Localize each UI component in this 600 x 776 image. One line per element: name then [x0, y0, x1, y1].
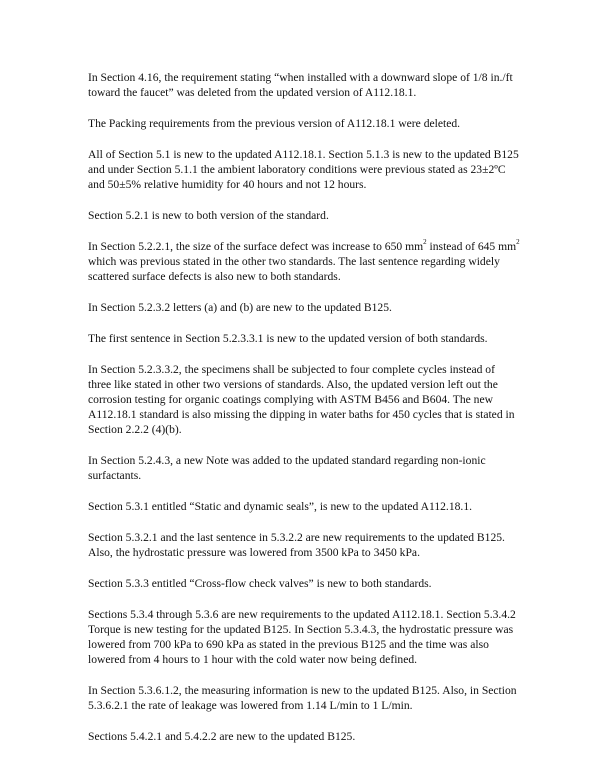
paragraph-section-5-2-4-3: In Section 5.2.4.3, a new Note was added to the updated standard regarding non-ionic surfactants.: [88, 454, 486, 483]
paragraph-section-5-3-6-1-2: In Section 5.3.6.1.2, the measuring information is new to the updated B125. Also, in Section 5.3.6.2.1 the rate of leakage was lowered from 1.14 L/min to 1 L/min.: [88, 684, 517, 713]
paragraph-section-5-3-1: Section 5.3.1 entitled “Static and dynamic seals”, is new to the updated A112.18.1.: [88, 500, 473, 514]
paragraph-section-5-2-3-3-2: In Section 5.2.3.3.2, the specimens shall be subjected to four complete cycles instead of three like stated in other two versions of standards. Also, the updated version left out the corrosion testing for organic coatings complying with ASTM B456 and B604. The new A112.18.1 standard is also missing the dipping in water baths for 450 cycles that is stated in Section 2.2.2 (4)(b).: [88, 362, 515, 437]
paragraph-section-4-16: In Section 4.16, the requirement stating “when installed with a downward slope of 1/8 in./ft toward the faucet” was deleted from the updated version of A112.18.1.: [88, 71, 513, 100]
paragraph-section-5-2-2-1: [88, 239, 520, 285]
paragraph-text-part: instead of 645 mm: [426, 239, 517, 253]
paragraph-section-5-2-1: Section 5.2.1 is new to both version of the standard.: [88, 209, 329, 222]
paragraph-section-5-2-3-3-1: The first sentence in Section 5.2.3.3.1 is new to the updated version of both standards.: [88, 331, 488, 345]
paragraph-section-5-3-3: Section 5.3.3 entitled “Cross-flow check valves” is new to both standards.: [88, 577, 432, 590]
paragraph-text-part: In Section 5.2.2.1, the size of the surface defect was increase to 650 mm: [88, 239, 424, 253]
paragraph-section-5-3-4: Sections 5.3.4 through 5.3.6 are new requirements to the updated A112.18.1. Section 5.3.4.2 Torque is new testing for the updated B125. In Section 5.3.4.3, the hydrostatic pressure was lowered from 700 kPa to 690 kPa as stated in the previous B125 and the time was also lowered from 4 hours to 1 hour with the cold water now being defined.: [88, 607, 516, 667]
paragraph-text-part: which was previous stated in the other two standards. The last sentence regarding widely scattered surface defects is also new to both standards.: [88, 255, 500, 284]
superscript: 2: [516, 237, 520, 246]
document-page: [88, 70, 520, 760]
paragraph-section-5-4-2: Sections 5.4.2.1 and 5.4.2.2 are new to the updated B125.: [88, 730, 356, 744]
superscript: 2: [423, 237, 427, 246]
paragraph-section-5-3-2-1: Section 5.3.2.1 and the last sentence in 5.3.2.2 are new requirements to the updated B125. Also, the hydrostatic pressure was lowered from 3500 kPa to 3450 kPa.: [88, 531, 505, 560]
paragraph-section-5-1: All of Section 5.1 is new to the updated A112.18.1. Section 5.1.3 is new to the updated B125 and under Section 5.1.1 the ambient laboratory conditions were previous stated as 23±2ºC and 50±5% relative humidity for 40 hours and not 12 hours.: [88, 147, 519, 192]
paragraph-packing: The Packing requirements from the previous version of A112.18.1 were deleted.: [88, 117, 461, 130]
paragraph-section-5-2-3-2: In Section 5.2.3.2 letters (a) and (b) are new to the updated B125.: [88, 301, 392, 314]
